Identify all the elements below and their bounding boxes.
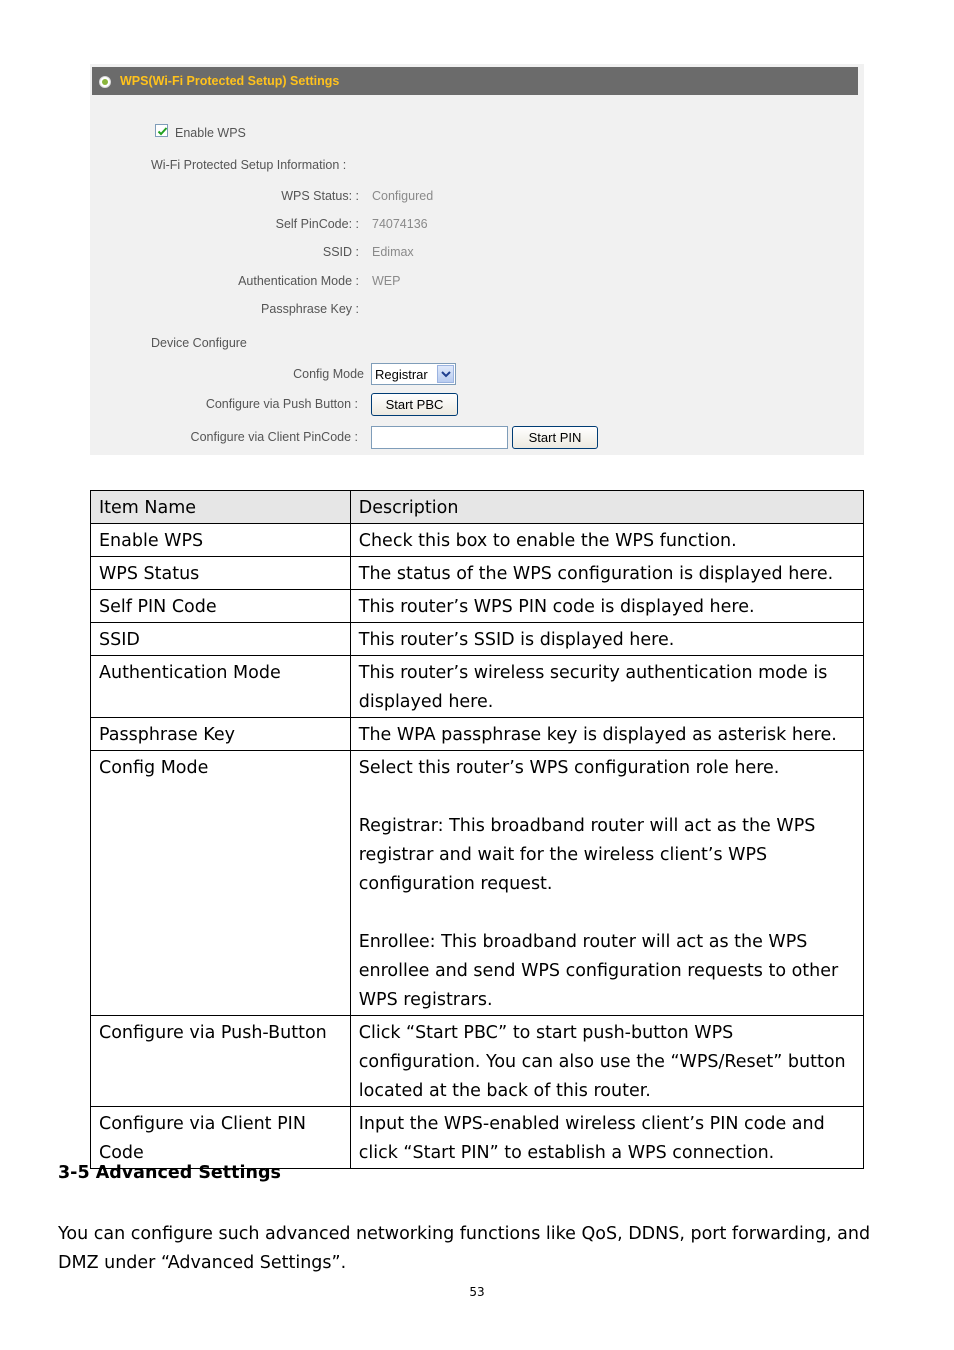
- row-item: Config Mode: [91, 751, 351, 1016]
- section-title: 3-5 Advanced Settings: [58, 1163, 281, 1183]
- table-row: [91, 524, 864, 557]
- enable-wps-checkbox[interactable]: [155, 124, 168, 137]
- row-item: Configure via Client PIN Code: [91, 1107, 351, 1169]
- push-button-label: Configure via Push Button :: [205, 397, 358, 411]
- header-item-name: Item Name: [91, 491, 351, 524]
- client-pin-label: Configure via Client PinCode :: [190, 430, 358, 444]
- config-mode-value: Registrar: [375, 367, 428, 382]
- table-row: [91, 623, 864, 656]
- page-number: 53: [469, 1285, 485, 1299]
- table-row: [91, 590, 864, 623]
- self-pincode-label: Self PinCode: :: [275, 217, 359, 231]
- row-item: Authentication Mode: [91, 656, 351, 718]
- panel-header: [92, 67, 858, 95]
- checkmark-icon: [156, 125, 169, 138]
- enable-wps-label: Enable WPS: [175, 126, 246, 140]
- client-pin-input[interactable]: [371, 426, 508, 449]
- wps-status-value: Configured: [372, 189, 434, 203]
- description-paragraph: Registrar: This broadband router will act as the WPS registrar and wait for the wireless client’s WPS configuration request.: [358, 816, 816, 894]
- description-paragraph: Enrollee: This broadband router will act as the WPS enrollee and send WPS configuration requests to other WPS registrars.: [358, 932, 839, 1010]
- table-row: [91, 557, 864, 590]
- table-row: [91, 718, 864, 751]
- bullet-icon: [99, 76, 111, 88]
- row-item: Enable WPS: [91, 524, 351, 557]
- row-item: SSID: [91, 623, 351, 656]
- table-row: [91, 1107, 864, 1169]
- description-paragraph: Select this router’s WPS configuration role here.: [358, 758, 780, 778]
- table-header-row: [91, 491, 864, 524]
- table-row: [91, 1016, 864, 1107]
- row-item: Passphrase Key: [91, 718, 351, 751]
- ssid-value: Edimax: [372, 245, 414, 259]
- row-description: [350, 751, 863, 1016]
- start-pbc-button[interactable]: Start PBC: [371, 393, 458, 416]
- table-row: [91, 656, 864, 718]
- config-mode-label: Config Mode: [293, 367, 364, 381]
- row-description: This router’s SSID is displayed here.: [350, 623, 863, 656]
- row-description: This router’s wireless security authentication mode is displayed here.: [350, 656, 863, 718]
- wps-settings-panel: [90, 64, 864, 455]
- auth-mode-label: Authentication Mode :: [238, 274, 359, 288]
- chevron-down-icon[interactable]: [437, 365, 454, 383]
- device-configure-heading: Device Configure: [151, 336, 247, 350]
- row-description: The WPA passphrase key is displayed as asterisk here.: [350, 718, 863, 751]
- config-mode-select[interactable]: [371, 363, 456, 385]
- row-description: Input the WPS-enabled wireless client’s PIN code and click “Start PIN” to establish a WPS connection.: [350, 1107, 863, 1169]
- row-description: Click “Start PBC” to start push-button WPS configuration. You can also use the “WPS/Reset” button located at the back of this router.: [350, 1016, 863, 1107]
- row-item: Configure via Push-Button: [91, 1016, 351, 1107]
- body-paragraph: You can configure such advanced networking functions like QoS, DDNS, port forwarding, and DMZ under “Advanced Settings”.: [58, 1224, 871, 1273]
- row-description: This router’s WPS PIN code is displayed here.: [350, 590, 863, 623]
- ssid-label: SSID :: [322, 245, 359, 259]
- row-description: The status of the WPS configuration is displayed here.: [350, 557, 863, 590]
- row-item: Self PIN Code: [91, 590, 351, 623]
- row-item: WPS Status: [91, 557, 351, 590]
- passphrase-label: Passphrase Key :: [261, 302, 359, 316]
- description-table: [90, 490, 864, 1169]
- header-description: Description: [350, 491, 863, 524]
- info-heading: Wi-Fi Protected Setup Information :: [151, 158, 347, 172]
- auth-mode-value: WEP: [372, 274, 401, 288]
- panel-title: WPS(Wi-Fi Protected Setup) Settings: [120, 74, 340, 88]
- table-row: [91, 751, 864, 1016]
- start-pin-button[interactable]: Start PIN: [512, 426, 598, 449]
- wps-status-label: WPS Status: :: [281, 189, 359, 203]
- self-pincode-value: 74074136: [372, 217, 428, 231]
- row-description: Check this box to enable the WPS function.: [350, 524, 863, 557]
